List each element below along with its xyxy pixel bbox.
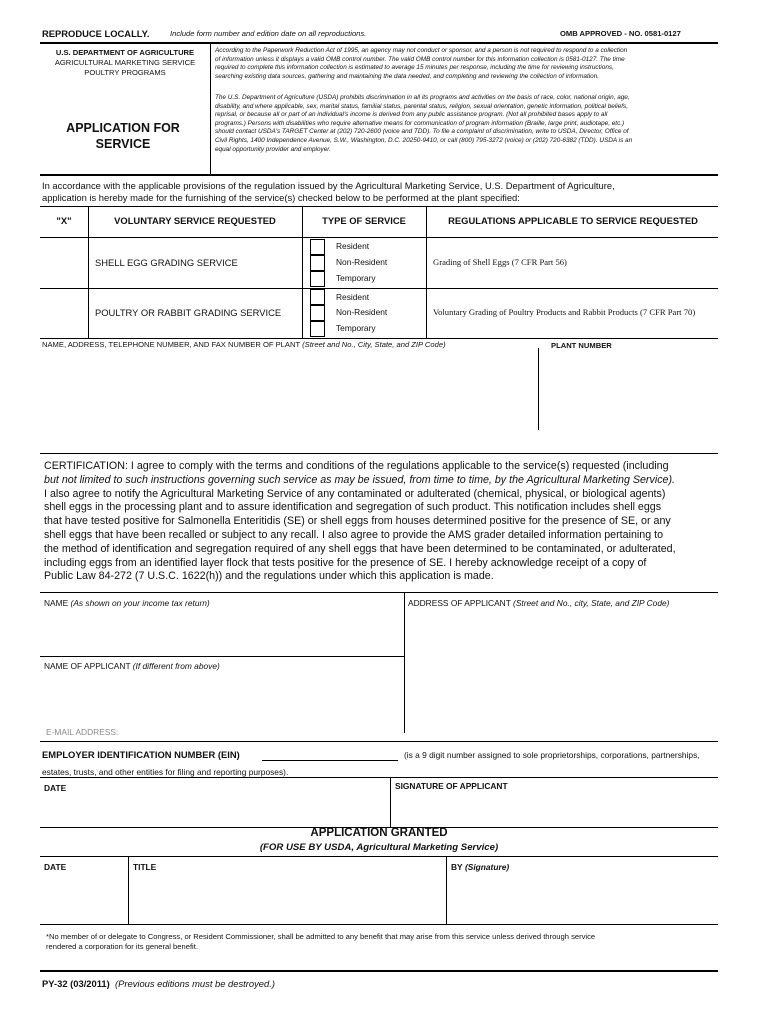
type-label: Non-Resident	[336, 257, 388, 267]
ein-field[interactable]	[262, 746, 398, 760]
agency-program: POULTRY PROGRAMS	[84, 68, 166, 77]
date-field[interactable]	[42, 795, 386, 825]
plant-label: NAME, ADDRESS, TELEPHONE NUMBER, AND FAX NUMBER OF PLANT (Street and No., City, State, and ZIP Code)	[42, 340, 446, 349]
alt-name-field[interactable]	[42, 675, 402, 720]
email-field[interactable]	[130, 724, 402, 738]
x-cell-shell-egg[interactable]	[41, 238, 87, 287]
ein-label: EMPLOYER IDENTIFICATION NUMBER (EIN)	[42, 749, 240, 760]
form-title-line-1: APPLICATION FOR	[66, 121, 180, 135]
granted-title-label: TITLE	[133, 862, 157, 872]
form-id: PY-32 (03/2011) (Previous editions must be destroyed.)	[42, 978, 275, 989]
name-field[interactable]	[42, 612, 402, 654]
col-regs-header: REGULATIONS APPLICABLE TO SERVICE REQUESTED	[448, 215, 698, 226]
signature-field[interactable]	[395, 795, 715, 825]
form-title-line-2: SERVICE	[95, 137, 151, 151]
checkbox-shell-egg-nonresident[interactable]	[310, 255, 325, 271]
regulation-shell-egg: Grading of Shell Eggs (7 CFR Part 56)	[433, 257, 567, 267]
address-field[interactable]	[408, 612, 716, 730]
name-label: NAME (As shown on your income tax return)	[44, 598, 210, 608]
agency-service: AGRICULTURAL MARKETING SERVICE	[54, 58, 196, 67]
type-label: Resident	[336, 292, 370, 302]
granted-title: APPLICATION GRANTED	[310, 827, 448, 839]
paperwork-notice: According to the Paperwork Reduction Act of 1995, an agency may not conduct or sponsor, and a person is not required to respond to a collection of information unless it displays a valid OMB control number. The valid OMB control number for this information collection is 0581-0127. The time required to complete this information collection is estimated to average 15 minutes per response, including the time for reviewing instructions, searching existing data sources, gathering and maintaining the data needed, and completing and reviewing the collection of information.	[215, 47, 628, 80]
checkbox-poultry-temporary[interactable]	[310, 321, 325, 337]
service-shell-egg: SHELL EGG GRADING SERVICE	[95, 257, 238, 268]
granted-date-label: DATE	[44, 862, 67, 872]
plant-number-label: PLANT NUMBER	[551, 341, 612, 350]
granted-date-field[interactable]	[42, 876, 126, 922]
granted-by-label: BY (Signature)	[451, 862, 510, 872]
granted-signature-field[interactable]	[449, 876, 717, 922]
checkbox-poultry-resident[interactable]	[310, 289, 325, 305]
type-label: Resident	[336, 241, 370, 251]
certification-text: CERTIFICATION: I agree to comply with the terms and conditions of the regulations applicable to the service(s) requested (including but not limited to such instructions governing such service as may be issued, from time to time, by the Agricultural Marketing Service). I also agree to notify the Agricultural Marketing Service of any contaminated or adulterated (chemical, physical, or biological agents) shell eggs in the processing plant and to assure identification and segregation of such product. This notification includes shell eggs that have tested positive for Salmonella Enteritidis (SE) or shell eggs from houses determined positive for the presence of SE, or any shell eggs that have been recalled or subject to any recall. I also agree to provide the AMS grader detailed information pertaining to the method of identification and segregation required of any shell eggs that have been determined to be contaminated, or adulterated, including eggs from an identified layer flock that tests positive for the presence of SE. I hereby acknowledge receipt of a copy of Public Law 84-272 (7 U.S.C. 1622(h)) and the regulations under which this application is made.	[44, 460, 676, 583]
intro-text: In accordance with the applicable provisions of the regulation issued by the Agricultural Marketing Service, U.S. Department of Agriculture, application is hereby made for the furnishing of the service(s) checked below to be performed at the plant specified:	[42, 180, 615, 203]
omb-approved: OMB APPROVED - NO. 0581-0127	[560, 29, 681, 38]
nondiscrimination-notice: The U.S. Department of Agriculture (USDA) prohibits discrimination in all its programs and activities on the basis of race, color, national origin, age, disability, and where applicable, sex, marital status, familial status, parental status, religion, sexual orientation, genetic information, political beliefs, reprisal, or because all or part of an individual's income is derived from any public assistance program. (Not all prohibited bases apply to all programs.) Persons with disabilities who require alternative means for communication of program information (Braille, large print, audiotape, etc.) should contact USDA's TARGET Center at (202) 720-2600 (voice and TDD). To file a complaint of discrimination, write to USDA, Director, Office of Civil Rights, 1400 Independence Avenue, S.W., Washington, D.C. 20250-9410, or call (800) 795-3272 (voice) or (202) 720-6382 (TDD). USDA is an equal opportunity provider and employer.	[215, 94, 633, 153]
ein-note: (is a 9 digit number assigned to sole proprietorships, corporations, partnerships,	[404, 750, 700, 760]
checkbox-shell-egg-resident[interactable]	[310, 239, 325, 255]
plant-number-field[interactable]	[542, 352, 716, 432]
alt-name-label: NAME OF APPLICANT (If different from above)	[44, 661, 220, 671]
col-type-header: TYPE OF SERVICE	[322, 215, 406, 226]
footnote: *No member of or delegate to Congress, or Resident Commissioner, shall be admitted to any benefit that may arise from this service unless derived through service rendered a corporation for its general benefit.	[46, 932, 596, 951]
regulation-poultry-rabbit: Voluntary Grading of Poultry Products and Rabbit Products (7 CFR Part 70)	[433, 307, 696, 317]
type-label: Temporary	[336, 323, 376, 333]
signature-label: SIGNATURE OF APPLICANT	[395, 781, 508, 791]
col-x-header: "X"	[56, 215, 72, 226]
include-note: Include form number and edition date on all reproductions.	[170, 29, 367, 38]
checkbox-shell-egg-temporary[interactable]	[310, 271, 325, 287]
date-label: DATE	[44, 783, 67, 793]
plant-info-field[interactable]	[42, 352, 532, 432]
x-cell-poultry[interactable]	[41, 289, 87, 337]
type-label: Non-Resident	[336, 307, 388, 317]
granted-title-field[interactable]	[131, 876, 443, 922]
granted-subtitle: (FOR USE BY USDA, Agricultural Marketing Service)	[259, 842, 499, 853]
email-label: E-MAIL ADDRESS:	[46, 727, 119, 737]
address-label: ADDRESS OF APPLICANT (Street and No., city, State, and ZIP Code)	[408, 598, 670, 608]
checkbox-poultry-nonresident[interactable]	[310, 305, 325, 321]
col-service-header: VOLUNTARY SERVICE REQUESTED	[114, 215, 276, 226]
service-poultry-rabbit: POULTRY OR RABBIT GRADING SERVICE	[95, 307, 282, 318]
ein-note-continued: estates, trusts, and other entities for filing and reporting purposes).	[42, 767, 289, 777]
type-label: Temporary	[336, 273, 376, 283]
agency-dept: U.S. DEPARTMENT OF AGRICULTURE	[55, 48, 195, 57]
reproduce-locally: REPRODUCE LOCALLY.	[42, 28, 150, 39]
